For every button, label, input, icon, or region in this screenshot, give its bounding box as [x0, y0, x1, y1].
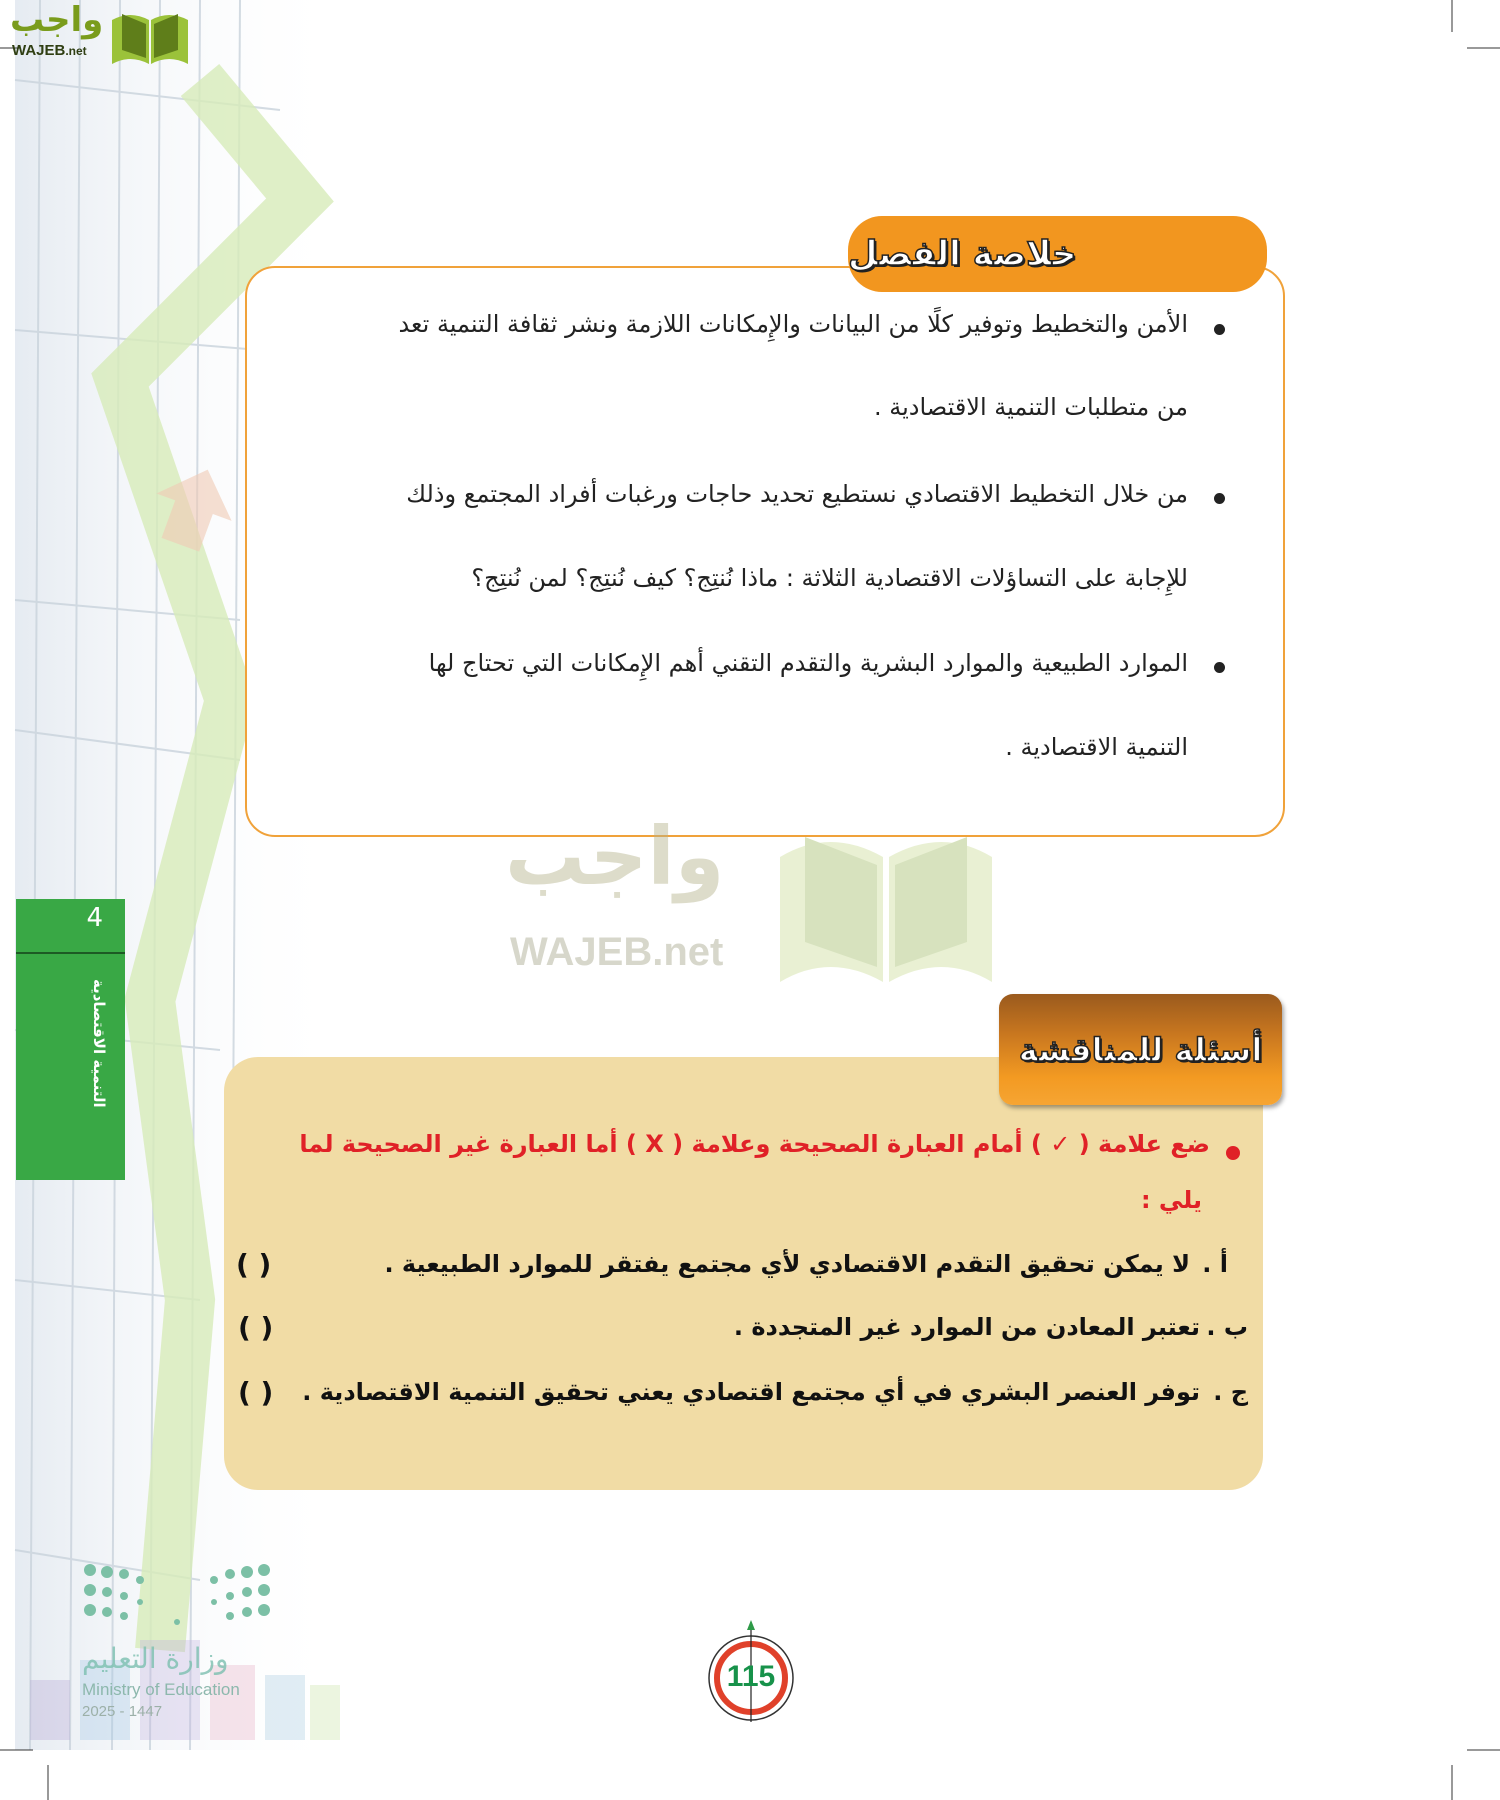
divider [16, 952, 125, 954]
discussion-title: أسئلة للمناقشة [1018, 1030, 1263, 1069]
wajeb-watermark [500, 810, 1000, 990]
question-letter: ج . [1213, 1378, 1248, 1406]
page-number: 115 [726, 1660, 776, 1693]
bullet-icon [1214, 493, 1225, 504]
book-icon [108, 6, 192, 66]
question-letter: أ . [1202, 1250, 1228, 1278]
bullet-icon [1226, 1146, 1240, 1160]
bullet-icon [1214, 324, 1225, 335]
chapter-summary-header [848, 216, 1267, 292]
unit-number: 4 [86, 903, 103, 933]
summary-line: الأمن والتخطيط وتوفير كلًا من البيانات والإِمكانات اللازمة ونشر ثقافة التنمية تعد [398, 310, 1188, 338]
discussion-header [999, 994, 1282, 1105]
summary-line: الموارد الطبيعية والموارد البشرية والتقدم التقني أهم الإِمكانات التي تحتاج لها [428, 649, 1188, 677]
answer-box[interactable]: ( ) [238, 1311, 274, 1344]
page-number-badge [703, 1618, 799, 1726]
summary-line: للإِجابة على التساؤلات الاقتصادية الثلاثة : ماذا نُنتِج؟ كيف نُنتِج؟ لمن نُنتِج؟ [471, 564, 1188, 592]
question-text: تعتبر المعادن من الموارد غير المتجددة . [733, 1313, 1200, 1341]
ministry-logo [20, 1560, 350, 1750]
unit-side-tab [16, 899, 125, 1180]
answer-box[interactable]: ( ) [238, 1376, 274, 1409]
watermark-book-icon [775, 817, 997, 985]
summary-line: من خلال التخطيط الاقتصادي نستطيع تحديد حاجات ورغبات أفراد المجتمع وذلك [406, 480, 1188, 508]
question-text: توفر العنصر البشري في أي مجتمع اقتصادي يعني تحقيق التنمية الاقتصادية . [302, 1378, 1200, 1406]
watermark-latin: WAJEB.net [510, 930, 724, 974]
bullet-icon [1214, 662, 1225, 673]
ministry-year: 2025 - 1447 [82, 1703, 163, 1720]
summary-line: من متطلبات التنمية الاقتصادية . [873, 393, 1188, 421]
question-text: لا يمكن تحقيق التقدم الاقتصادي لأي مجتمع يفتقر للموارد الطبيعية . [384, 1250, 1190, 1278]
summary-line: التنمية الاقتصادية . [1005, 733, 1188, 761]
instruction-text: يلي : [1140, 1186, 1202, 1214]
unit-title: التنمية الاقتصادية [90, 979, 108, 1108]
ministry-dots-emblem [82, 1560, 272, 1630]
chapter-summary-title: خلاصة الفصل [848, 234, 1077, 274]
logo-arabic: واجب [10, 0, 104, 40]
ministry-name-arabic: وزارة التعليم [82, 1642, 229, 1675]
watermark-arabic: واجب [505, 810, 725, 903]
instruction-text: ضع علامة ( ✓ ) أمام العبارة الصحيحة وعلامة ( X ) أما العبارة غير الصحيحة لما [299, 1130, 1210, 1158]
question-letter: ب . [1206, 1313, 1248, 1341]
answer-box[interactable]: ( ) [236, 1248, 272, 1281]
wajeb-logo[interactable] [8, 0, 193, 66]
ministry-name-english: Ministry of Education [82, 1680, 240, 1699]
logo-latin: WAJEB.net [12, 42, 87, 59]
